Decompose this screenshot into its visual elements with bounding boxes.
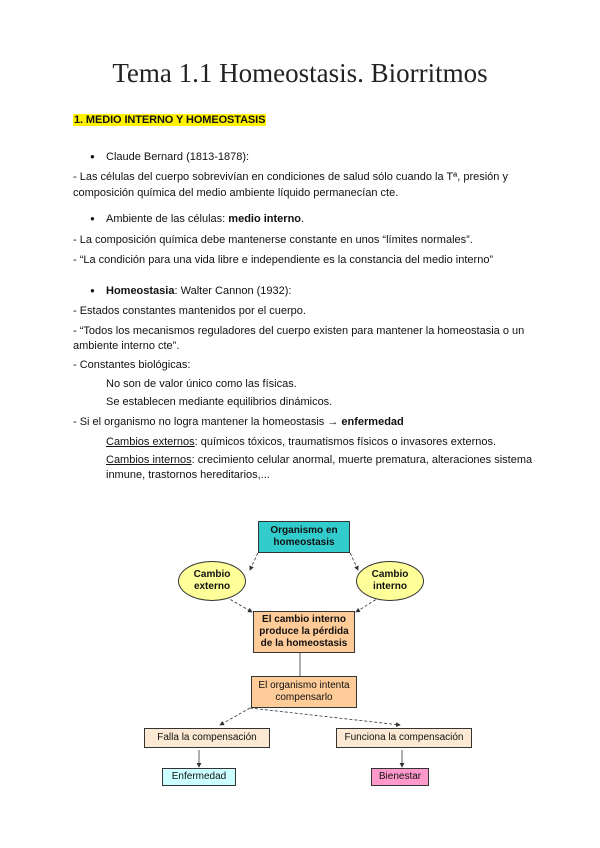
ambiente-line-2: - “La condición para una vida libre e independiente es la constancia del medio interno” [73, 254, 494, 266]
box-fail: Falla la compensación [144, 728, 270, 748]
homeo-line-4-bold: enfermedad [341, 416, 404, 428]
ellipse-internal-change: Cambio interno [356, 561, 424, 601]
arrow-compensate-to-fail [220, 708, 250, 725]
internal-changes-cont: inmune, trastornos hereditarios,... [106, 469, 270, 481]
internal-changes-text: : crecimiento celular anormal, muerte prematura, alteraciones sistema [191, 454, 533, 466]
box-compensate: El organismo intenta compensarlo [251, 676, 357, 708]
box-disease: Enfermedad [162, 768, 236, 786]
homeo-line-2a: - “Todos los mecanismos reguladores del cuerpo existen para mantener la homeostasia o un [73, 325, 525, 337]
ambiente-prefix: Ambiente de las células: [106, 213, 229, 225]
homeo-line-1: - Estados constantes mantenidos por el cuerpo. [73, 305, 306, 317]
ambiente-line-1: - La composición química debe mantenerse constante en unos “límites normales”. [73, 234, 473, 246]
ambiente-suffix: . [301, 213, 305, 225]
arrow-left-to-middle [226, 597, 252, 612]
bullet-bernard: ● Claude Bernard (1813-1878): [106, 149, 249, 165]
bernard-line-2: composición química del medio ambiente líquido permanecían cte. [73, 187, 399, 199]
internal-changes-label: Cambios internos [106, 454, 192, 466]
section-heading: 1. MEDIO INTERNO Y HOMEOSTASIS [74, 114, 266, 126]
homeo-line-2b: ambiente interno cte”. [73, 340, 180, 352]
ambiente-bold: medio interno [228, 213, 302, 225]
homeo-line-3: - Constantes biológicas: [73, 359, 191, 371]
ellipse-external-change: Cambio externo [178, 561, 246, 601]
homeo-line-4-prefix: - Si el organismo no logra mantener la homeostasis → [73, 416, 342, 428]
homeo-sub-1: No son de valor único como las físicas. [106, 378, 297, 390]
box-loss-of-homeostasis: El cambio interno produce la pérdida de la homeostasis [253, 611, 355, 653]
homeostasia-bold: Homeostasia [106, 285, 175, 297]
box-wellbeing: Bienestar [371, 768, 429, 786]
bernard-line-1: - Las células del cuerpo sobrevivían en condiciones de salud sólo cuando la Tª, presión y [73, 171, 508, 183]
box-works: Funciona la compensación [336, 728, 472, 748]
page-title: Tema 1.1 Homeostasis. Biorritmos [112, 58, 488, 88]
box-homeostasis: Organismo en homeostasis [258, 521, 350, 553]
external-changes-label: Cambios externos [106, 436, 195, 448]
arrow-compensate-to-works [250, 708, 400, 725]
homeostasia-suffix: : Walter Cannon (1932): [174, 285, 292, 297]
homeo-sub-2: Se establecen mediante equilibrios dinámicos. [106, 396, 333, 408]
external-changes-text: : químicos tóxicos, traumatismos físicos o invasores externos. [194, 436, 497, 448]
